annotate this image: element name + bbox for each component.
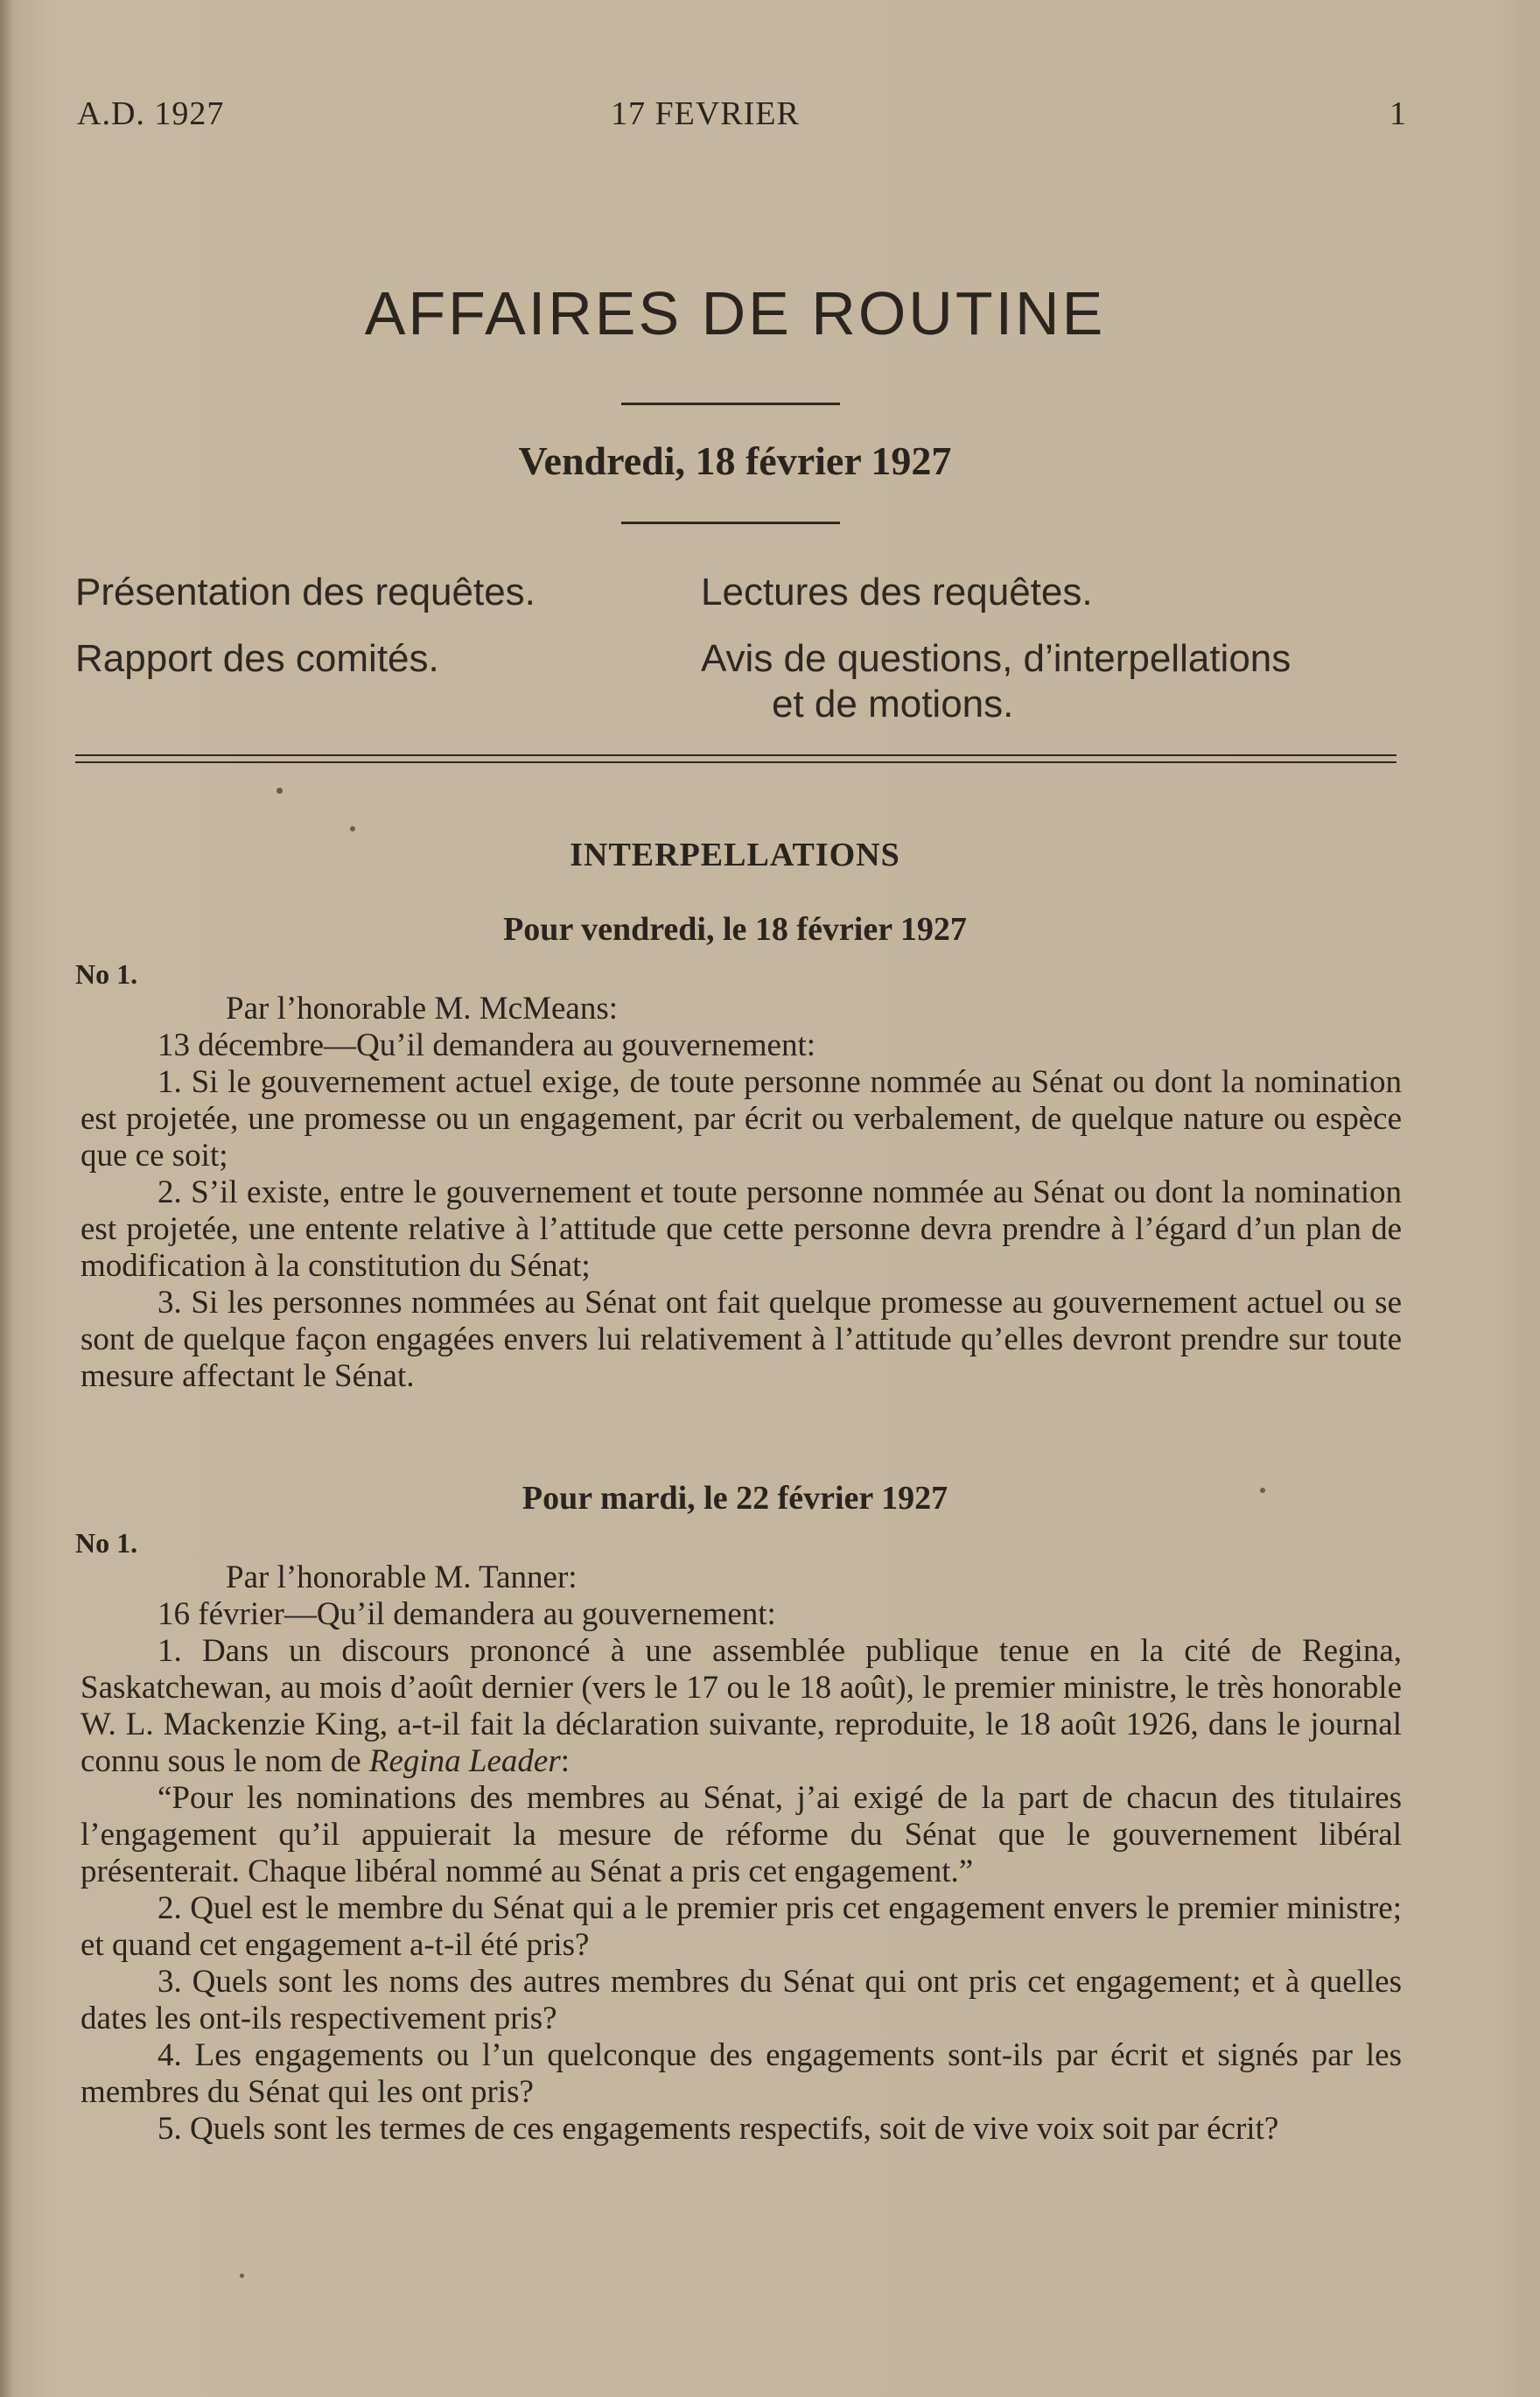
page-number: 1	[1390, 95, 1407, 132]
title-rule	[621, 403, 840, 405]
paper-speck	[350, 826, 355, 831]
section2-p1-end: :	[560, 1743, 570, 1779]
section2-paragraph: 2. Quel est le membre du Sénat qui a le premier pris cet engagement envers le premier ministre; et quand cet engagement a-t-il été pris?	[80, 1890, 1402, 1963]
section2-paragraph: 5. Quels sont les termes de ces engagements respectifs, soit de vive voix soit par écrit?	[158, 2111, 1279, 2147]
routine-item-right: Avis de questions, d’interpellations	[701, 637, 1292, 680]
section2-heading: Pour mardi, le 22 février 1927	[522, 1480, 948, 1517]
section2-number: No 1.	[75, 1527, 138, 1559]
section1-heading: Pour vendredi, le 18 février 1927	[503, 911, 967, 948]
section1-date-line: 13 décembre—Qu’il demandera au gouvernement:	[158, 1027, 816, 1063]
section2-paragraph: 4. Les engagements ou l’un quelconque des engagements sont-ils par écrit et signés par les membres du Sénat qui les ont pris?	[80, 2037, 1402, 2110]
page-title: AFFAIRES DE ROUTINE	[364, 279, 1106, 347]
session-date: Vendredi, 18 février 1927	[518, 438, 952, 483]
running-header	[77, 95, 1407, 138]
section2-body	[80, 1559, 1402, 2148]
section1-paragraph: 3. Si les personnes nommées au Sénat ont fait quelque promesse au gouvernement actuel ou se sont de quelque façon engagées envers lui relativement à l’attitude qu’elles devront prendre sur toute mesure affectant le Sénat.	[80, 1285, 1402, 1394]
section2-paragraph: 3. Quels sont les noms des autres membres du Sénat qui ont pris cet engagement; et à quelles dates les ont-ils respectivement pris?	[80, 1964, 1402, 2036]
section2-date-line: 16 février—Qu’il demandera au gouvernement:	[158, 1596, 776, 1632]
section2-paragraph: “Pour les nominations des membres au Sénat, j’ai exigé de la part de chacun des titulaires l’engagement qu’il appuierait la mesure de réforme du Sénat que le gouvernement libéral présenterait. Chaque libéral nommé au Sénat a pris cet engagement.”	[80, 1780, 1402, 1889]
routine-item-right: Lectures des requêtes.	[701, 571, 1093, 613]
book-spine-edge	[0, 0, 12, 2397]
section1-number: No 1.	[75, 958, 138, 990]
section1-byline: Par l’honorable M. McMeans:	[226, 991, 619, 1027]
paper-speck	[1260, 1488, 1265, 1493]
section2-p1-text: 1. Dans un discours prononcé à une assemblée publique tenue en la cité de Regina, Saskatchewan, au mois d’août dernier (vers le 17 ou le 18 août), le premier ministre, le très honorable W. L. Mackenzie King, a-t-il fait la déclaration suivante, reproduite, le 18 août 1926, dans le journal connu sous le nom de	[80, 1633, 1402, 1779]
double-rule-bottom	[75, 761, 1396, 763]
section-title: INTERPELLATIONS	[570, 837, 900, 873]
subtitle-rule	[621, 522, 840, 524]
section2-paragraph-1	[80, 1633, 1402, 1780]
section2-byline: Par l’honorable M. Tanner:	[226, 1559, 578, 1595]
routine-item-left: Rapport des comités.	[75, 637, 439, 680]
paper-speck	[240, 2274, 244, 2278]
double-rule-top	[75, 754, 1396, 756]
header-year: A.D. 1927	[77, 95, 225, 132]
newspaper-name: Regina Leader	[368, 1743, 561, 1779]
section1-paragraph: 2. S’il existe, entre le gouvernement et toute personne nommée au Sénat ou dont la nomination est projetée, une entente relative à l’attitude que cette personne devra prendre à l’égard d’un plan de modification à la constitution du Sénat;	[80, 1174, 1402, 1284]
routine-item-left: Présentation des requêtes.	[75, 571, 536, 613]
routine-item-right-cont: et de motions.	[772, 683, 1014, 725]
paper-speck	[276, 788, 283, 794]
section1-paragraph: 1. Si le gouvernement actuel exige, de toute personne nommée au Sénat ou dont la nomination est projetée, une promesse ou un engagement, par écrit ou verbalement, de quelque nature ou espèce que ce soit;	[80, 1064, 1402, 1174]
header-date: 17 FEVRIER	[611, 95, 800, 132]
section1-body	[80, 991, 1402, 1395]
